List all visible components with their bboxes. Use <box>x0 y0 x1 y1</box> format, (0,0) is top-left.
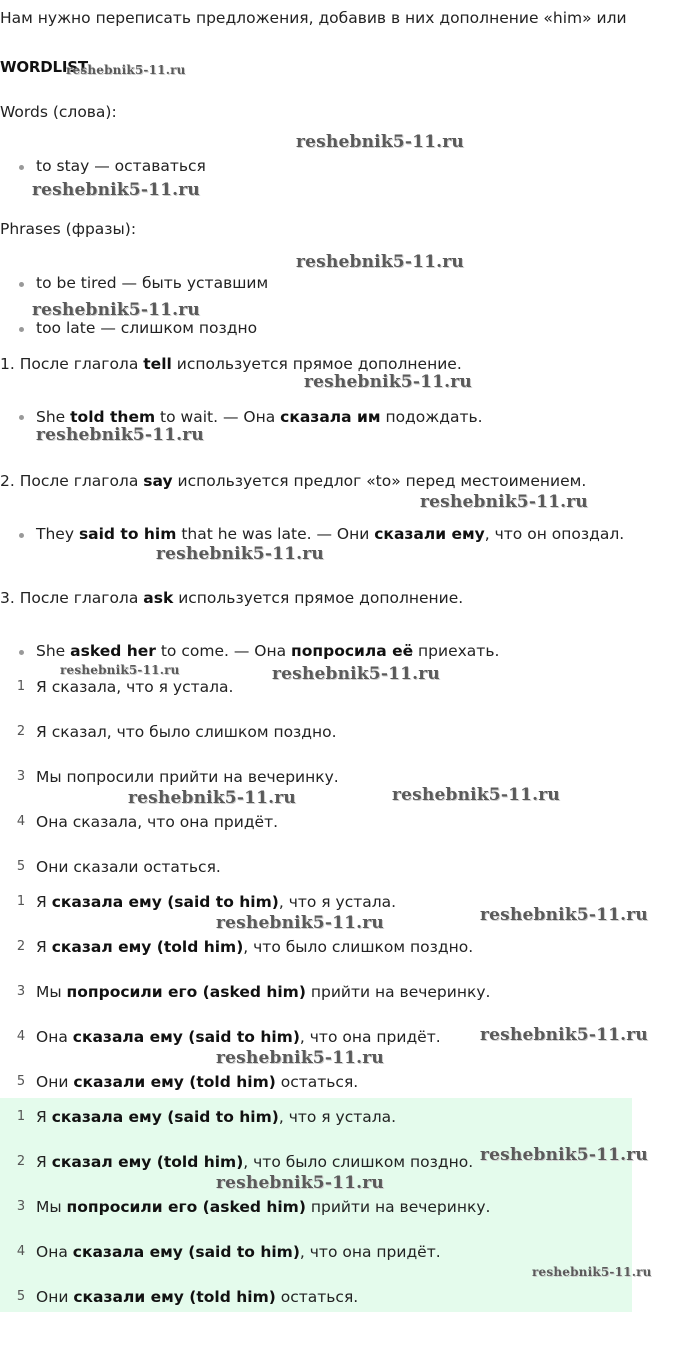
watermark: reshebnik5-11.ru <box>216 913 384 933</box>
watermark: reshebnik5-11.ru <box>480 905 648 925</box>
list-item: Мы попросили его (asked him) прийти на вечеринку. <box>36 1198 491 1216</box>
list-item: Я сказал ему (told him), что было слишком поздно. <box>36 1153 474 1171</box>
rule-1-example: She told them to wait. — Она сказала им подождать. <box>36 408 483 426</box>
item-number: 4 <box>16 1029 26 1044</box>
list-item: Она сказала ему (said to him), что она придёт. <box>36 1028 441 1046</box>
words-heading: Words (слова): <box>0 103 117 121</box>
watermark: reshebnik5-11.ru <box>216 1048 384 1068</box>
watermark: reshebnik5-11.ru <box>480 1025 648 1045</box>
watermark: reshebnik5-11.ru <box>304 372 472 392</box>
watermark: reshebnik5-11.ru <box>296 132 464 152</box>
list-item: Они сказали остаться. <box>36 858 221 876</box>
item-number: 5 <box>16 1074 26 1089</box>
item-number: 5 <box>16 1289 26 1304</box>
item-number: 2 <box>16 1154 26 1169</box>
list-item: Я сказала ему (said to him), что я устала. <box>36 893 397 911</box>
list-item: too late — слишком поздно <box>36 319 258 337</box>
bullet-icon <box>19 327 24 332</box>
watermark: reshebnik5-11.ru <box>32 300 200 320</box>
watermark: reshebnik5-11.ru <box>532 1265 652 1279</box>
watermark: reshebnik5-11.ru <box>392 785 560 805</box>
rule-3-example: She asked her to come. — Она попросила её приехать. <box>36 642 500 660</box>
list-item: Я сказал, что было слишком поздно. <box>36 723 337 741</box>
intro-text: Нам нужно переписать предложения, добавив в них дополнение «him» или <box>0 9 627 27</box>
list-item: Я сказала, что я устала. <box>36 678 234 696</box>
item-number: 3 <box>16 984 26 999</box>
bullet-icon <box>19 165 24 170</box>
list-item: Мы попросили его (asked him) прийти на вечеринку. <box>36 983 491 1001</box>
list-item: Я сказала ему (said to him), что я устала. <box>36 1108 397 1126</box>
watermark: reshebnik5-11.ru <box>36 425 204 445</box>
bullet-icon <box>19 282 24 287</box>
watermark: reshebnik5-11.ru <box>420 492 588 512</box>
rule-2-intro: 2. После глагола say используется предлог «to» перед местоимением. <box>0 472 587 490</box>
watermark: reshebnik5-11.ru <box>32 180 200 200</box>
item-number: 1 <box>16 1109 26 1124</box>
watermark: reshebnik5-11.ru <box>216 1173 384 1193</box>
bullet-icon <box>19 533 24 538</box>
list-item: to be tired — быть уставшим <box>36 274 269 292</box>
item-number: 1 <box>16 894 26 909</box>
item-number: 2 <box>16 724 26 739</box>
list-item: Она сказала, что она придёт. <box>36 813 279 831</box>
list-item: to stay — оставаться <box>36 157 206 175</box>
list-item: Она сказала ему (said to him), что она придёт. <box>36 1243 441 1261</box>
list-item: Они сказали ему (told him) остаться. <box>36 1288 359 1306</box>
rule-2-example: They said to him that he was late. — Они сказали ему, что он опоздал. <box>36 525 625 543</box>
watermark: reshebnik5-11.ru <box>60 663 180 677</box>
list-item: Я сказал ему (told him), что было слишком поздно. <box>36 938 474 956</box>
item-number: 2 <box>16 939 26 954</box>
bullet-icon <box>19 650 24 655</box>
phrases-heading: Phrases (фразы): <box>0 220 137 238</box>
item-number: 3 <box>16 769 26 784</box>
watermark: reshebnik5-11.ru <box>66 63 186 77</box>
item-number: 4 <box>16 814 26 829</box>
watermark: reshebnik5-11.ru <box>296 252 464 272</box>
list-item: Мы попросили прийти на вечеринку. <box>36 768 339 786</box>
wordlist-label: WORDLIST <box>0 58 88 76</box>
watermark: reshebnik5-11.ru <box>272 664 440 684</box>
item-number: 5 <box>16 859 26 874</box>
rule-3-intro: 3. После глагола ask используется прямое дополнение. <box>0 589 464 607</box>
list-item: Они сказали ему (told him) остаться. <box>36 1073 359 1091</box>
rule-1-intro: 1. После глагола tell используется прямое дополнение. <box>0 355 462 373</box>
watermark: reshebnik5-11.ru <box>128 788 296 808</box>
watermark: reshebnik5-11.ru <box>480 1145 648 1165</box>
bullet-icon <box>19 415 24 420</box>
item-number: 3 <box>16 1199 26 1214</box>
watermark: reshebnik5-11.ru <box>156 544 324 564</box>
cut-mask <box>0 36 680 46</box>
item-number: 4 <box>16 1244 26 1259</box>
item-number: 1 <box>16 679 26 694</box>
